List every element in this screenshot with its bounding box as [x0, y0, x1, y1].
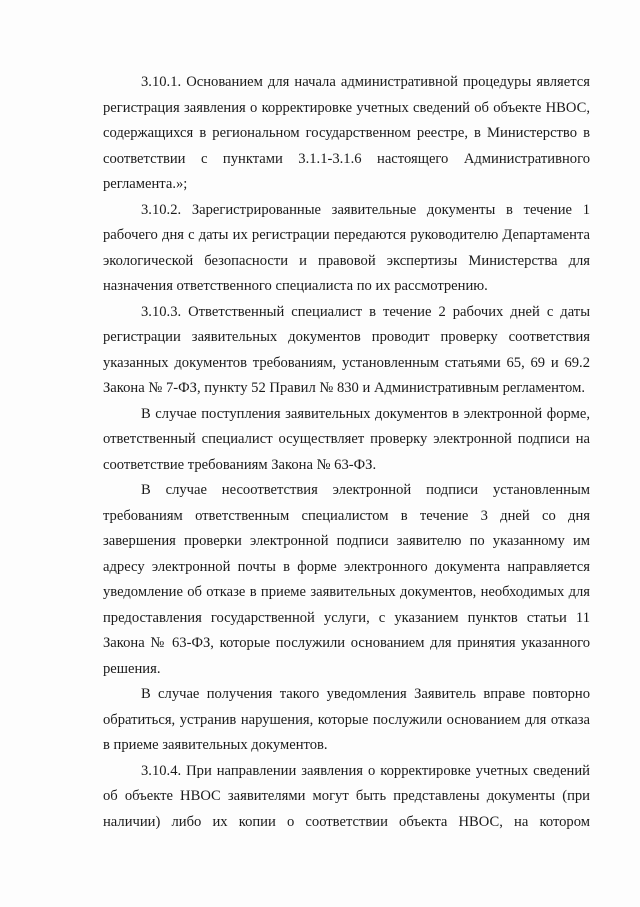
paragraph-electronic-form: В случае поступления заявительных документов в электронной форме, ответственный специалист осуществляет проверку электронной подписи на соответствие требованиям Закона № 63-ФЗ.	[103, 405, 590, 473]
paragraph-3-10-3: 3.10.3. Ответственный специалист в течение 2 рабочих дней с даты регистрации заявительных документов проводит проверку соответствия указанных документов требованиям, установленным статьями 65, 69 и 69.2 Закона № 7-ФЗ, пункту 52 Правил № 830 и Административным регламентом.	[103, 303, 590, 396]
document-body	[103, 70, 590, 835]
paragraph-repeat-application: В случае получения такого уведомления Заявитель вправе повторно обратиться, устранив нарушения, которые послужили основанием для отказа в приеме заявительных документов.	[103, 686, 590, 753]
paragraph-3-10-4: 3.10.4. При направлении заявления о корректировке учетных сведений об объекте НВОС заявителями могут быть представлены документы (при наличии) либо их копии о соответствии объекта НВОС, на котором	[103, 762, 590, 830]
paragraph-3-10-1: 3.10.1. Основанием для начала административной процедуры является регистрация заявления о корректировке учетных сведений об объекте НВОС, содержащихся в региональном государственном реестре, в Министерство в соответствии с пунктами 3.1.1-3.1.6 настоящего Административного регламента.»;	[103, 74, 590, 192]
paragraph-signature-mismatch: В случае несоответствия электронной подписи установленным требованиям ответственным специалистом в течение 3 дней со дня завершения проверки электронной подписи заявителю по указанному им адресу электронной почты в форме электронного документа направляется уведомление об отказе в приеме заявительных документов, необходимых для предоставления государственной услуги, с указанием пунктов статьи 11 Закона № 63-ФЗ, которые послужили основанием для принятия указанного решения.	[103, 482, 590, 677]
paragraph-3-10-2: 3.10.2. Зарегистрированные заявительные документы в течение 1 рабочего дня с даты их регистрации передаются руководителю Департамента экологической безопасности и правовой экспертизы Министерства для назначения ответственного специалиста по их рассмотрению.	[103, 201, 590, 294]
